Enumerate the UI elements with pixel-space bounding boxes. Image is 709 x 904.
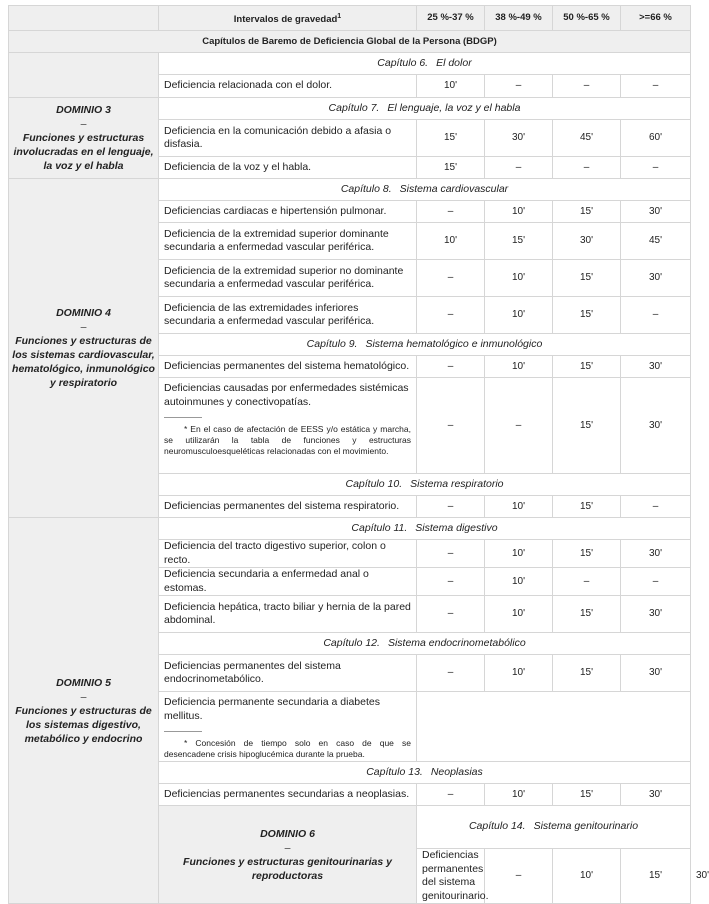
chapter-6-title: Capítulo 6. El dolor [159, 53, 691, 75]
chapter-13-title: Capítulo 13. Neoplasias [159, 762, 691, 784]
row-description: Deficiencia relacionada con el dolor. [159, 75, 417, 98]
domain-4-cell [9, 179, 159, 518]
chapter-6-row [9, 53, 691, 75]
value-cell: 10' [485, 540, 553, 568]
value-cell: – [417, 496, 485, 518]
value-cell: 10' [485, 260, 553, 297]
value-cell: 10' [485, 201, 553, 223]
row-description: Deficiencia en la comunicación debido a afasia o disfasia. [159, 120, 417, 157]
chapter-7-title: Capítulo 7. El lenguaje, la voz y el habla [159, 98, 691, 120]
row-description: Deficiencias cardiacas e hipertensión pulmonar. [159, 201, 417, 223]
domain-3-cell [9, 98, 159, 179]
row-description: Deficiencia secundaria a enfermedad anal o estomas. [159, 568, 417, 596]
value-cell: 10' [417, 75, 485, 98]
header-col-50-65: 50 %-65 % [553, 6, 621, 31]
value-cell: 30' [621, 378, 691, 474]
value-cell: 30' [621, 784, 691, 806]
domain-4-dash: – [80, 321, 87, 333]
chapter-11-row [9, 518, 691, 540]
value-cell: – [417, 784, 485, 806]
table-row: Deficiencias permanentes del sistema genitourinario. – 10' 15' 30' [9, 849, 691, 904]
row-description-with-note [159, 692, 417, 762]
bdgp-row [9, 31, 691, 53]
row-description: Deficiencia de las extremidades inferiores secundaria a enfermedad vascular periférica. [159, 297, 417, 334]
value-cell: 10' [485, 496, 553, 518]
value-cell: 10' [485, 297, 553, 334]
domain-5-description: Funciones y estructuras de los sistemas digestivo, metabólico y endocrino [15, 704, 152, 745]
chapter-12-title: Capítulo 12. Sistema endocrinometabólico [159, 633, 691, 655]
row-description: Deficiencia permanente secundaria a diabetes mellitus. [164, 696, 380, 722]
chapter-8-row [9, 179, 691, 201]
value-cell: – [553, 568, 621, 596]
value-cell: 15' [621, 849, 691, 904]
value-cell: 30' [553, 223, 621, 260]
value-cell: 10' [553, 849, 621, 904]
row-description: Deficiencias permanentes del sistema hematológico. [159, 356, 417, 378]
value-cell: 10' [485, 784, 553, 806]
row-description: Deficiencia hepática, tracto biliar y hernia de la pared abdominal. [159, 596, 417, 633]
value-cell: – [417, 378, 485, 474]
value-cell: – [621, 157, 691, 179]
value-cell: 45' [553, 120, 621, 157]
value-cell: 15' [553, 596, 621, 633]
value-cell: 10' [485, 655, 553, 692]
header-col-38-49: 38 %-49 % [485, 6, 553, 31]
value-cell: 15' [553, 201, 621, 223]
value-cell: 30' [621, 596, 691, 633]
footnote-divider [164, 417, 202, 418]
value-cell: – [485, 378, 553, 474]
value-cell: – [417, 297, 485, 334]
value-cell: 15' [417, 157, 485, 179]
value-cell: 10' [485, 568, 553, 596]
value-cell: 15' [553, 655, 621, 692]
value-cell: – [553, 75, 621, 98]
domain-5-title: DOMINIO 5 [56, 676, 111, 689]
value-cell: 15' [553, 356, 621, 378]
value-cell: 15' [553, 378, 621, 474]
domain-6-title: DOMINIO 6 [260, 827, 315, 840]
chapter-7-row [9, 98, 691, 120]
footnote-text: * En el caso de afectación de EESS y/o estática y marcha, se utilizarán la tabla de funciones y estructuras neuromusculoesqueléticas relacionadas con el movimiento. [164, 424, 411, 456]
value-cell: – [417, 655, 485, 692]
row-description: Deficiencia de la extremidad superior dominante secundaria a enfermedad vascular periférica. [159, 223, 417, 260]
domain-5-dash: – [80, 690, 87, 703]
domain-6-cell [159, 806, 417, 904]
row-description: Deficiencias permanentes del sistema respiratorio. [159, 496, 417, 518]
value-cell: – [621, 568, 691, 596]
row-description: Deficiencias permanentes secundarias a neoplasias. [159, 784, 417, 806]
value-cell: 15' [553, 540, 621, 568]
value-cell: 15' [553, 260, 621, 297]
value-cell: – [621, 496, 691, 518]
value-cell: 15' [485, 223, 553, 260]
value-cell: 15' [553, 784, 621, 806]
bdgp-title: Capítulos de Baremo de Deficiencia Global de la Persona (BDGP) [9, 31, 691, 53]
value-cell: 60' [621, 120, 691, 157]
footnote-divider [164, 731, 202, 732]
value-cell: – [485, 75, 553, 98]
domain-3-title: DOMINIO 3 [56, 104, 111, 116]
row-description: Deficiencia del tracto digestivo superior, colon o recto. [159, 540, 417, 568]
domain-3-description: Funciones y estructuras involucradas en el lenguaje, la voz y el habla [13, 132, 154, 172]
row-description: Deficiencia de la extremidad superior no dominante secundaria a enfermedad vascular periférica. [159, 260, 417, 297]
value-cell: 30' [621, 655, 691, 692]
row-description: Deficiencia de la voz y el habla. [159, 157, 417, 179]
empty-value-cell [417, 692, 691, 762]
row-description: Deficiencias permanentes del sistema endocrinometabólico. [159, 655, 417, 692]
value-cell: 30' [621, 356, 691, 378]
value-cell: – [417, 201, 485, 223]
domain-4-title: DOMINIO 4 [56, 307, 111, 319]
domain-6-dash: – [284, 841, 291, 854]
table-header-row [9, 6, 691, 31]
value-cell: 15' [417, 120, 485, 157]
value-cell: – [621, 75, 691, 98]
row-description: Deficiencias causadas por enfermedades sistémicas autoinmunes y conectivopatías. [164, 382, 409, 408]
value-cell: – [417, 568, 485, 596]
value-cell: 10' [485, 356, 553, 378]
value-cell: – [417, 260, 485, 297]
footnote-text: * Concesión de tiempo solo en caso de que se desencadene crisis hipoglucémica durante la prueba. [164, 738, 411, 759]
severity-table [8, 5, 709, 904]
value-cell: 15' [553, 297, 621, 334]
row-description: Deficiencias permanentes del sistema genitourinario. [417, 849, 485, 904]
value-cell: 10' [417, 223, 485, 260]
value-cell: – [553, 157, 621, 179]
chapter-11-title: Capítulo 11. Sistema digestivo [159, 518, 691, 540]
row-description-with-note [159, 378, 417, 474]
chapter-9-title: Capítulo 9. Sistema hematológico e inmunológico [159, 334, 691, 356]
value-cell: 30' [485, 120, 553, 157]
header-severity-intervals: Intervalos de gravedad$^1$ [159, 6, 417, 31]
domain-blank-cell [9, 53, 159, 98]
value-cell: – [417, 356, 485, 378]
domain-6-description: Funciones y estructuras genitourinarias y reproductoras [183, 855, 392, 882]
header-col-25-37: 25 %-37 % [417, 6, 485, 31]
value-cell: 45' [621, 223, 691, 260]
value-cell: – [621, 297, 691, 334]
header-blank-cell [9, 6, 159, 31]
value-cell: – [485, 849, 553, 904]
value-cell: – [485, 157, 553, 179]
value-cell: 30' [621, 540, 691, 568]
domain-5-cell [9, 518, 159, 904]
value-cell: 10' [485, 596, 553, 633]
value-cell: – [417, 540, 485, 568]
value-cell: 15' [553, 496, 621, 518]
domain-4-description: Funciones y estructuras de los sistemas cardiovascular, hematológico, inmunológico y respiratorio [12, 335, 155, 389]
chapter-10-title: Capítulo 10. Sistema respiratorio [159, 474, 691, 496]
value-cell: – [417, 596, 485, 633]
chapter-8-title: Capítulo 8. Sistema cardiovascular [159, 179, 691, 201]
chapter-14-title: Capítulo 14. Sistema genitourinario [417, 806, 691, 849]
header-col-66: >=66 % [621, 6, 691, 31]
value-cell: 30' [621, 260, 691, 297]
domain-3-dash: – [80, 118, 87, 130]
value-cell: 30' [621, 201, 691, 223]
